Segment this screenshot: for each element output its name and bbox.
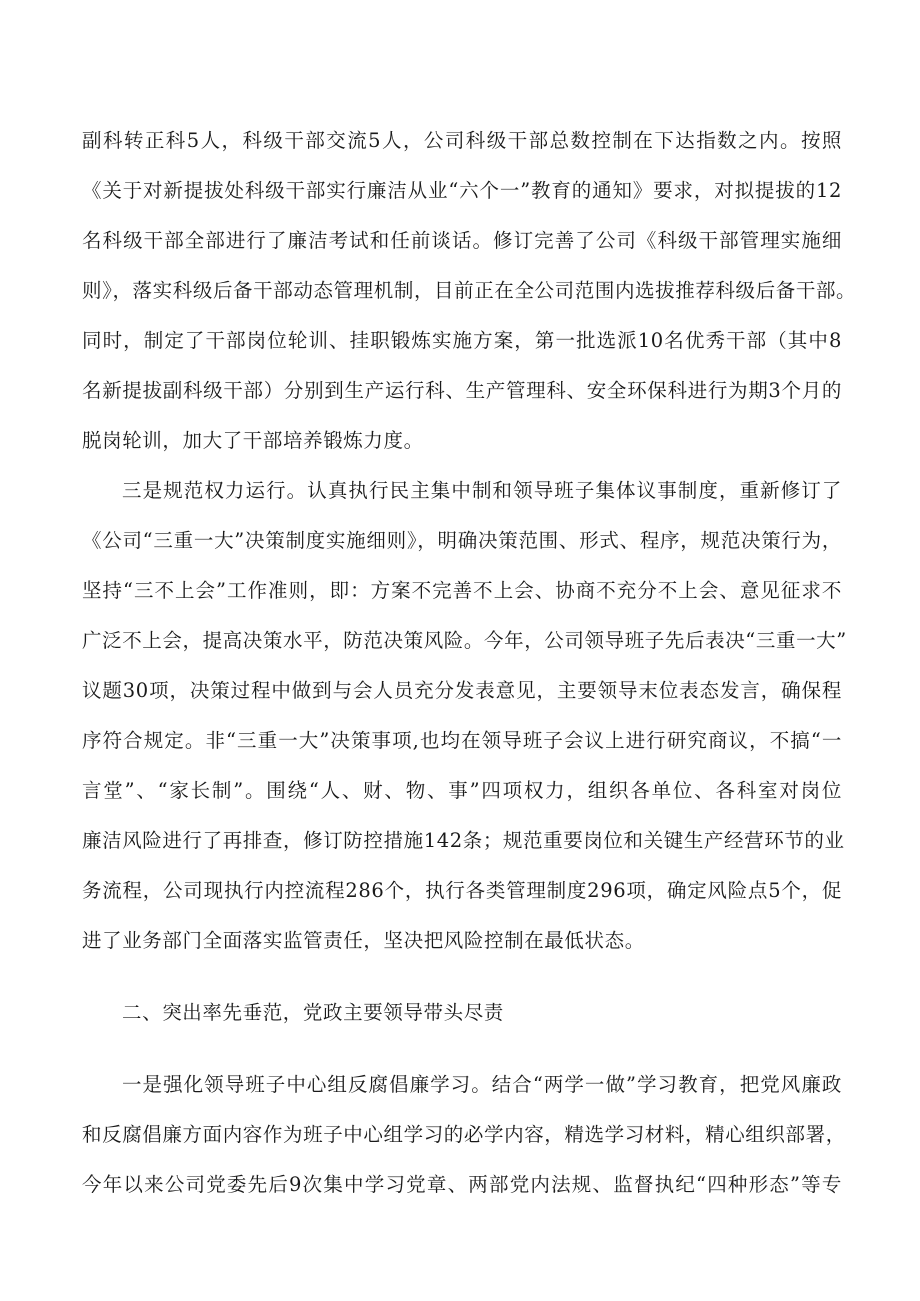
paragraph-1-line-2: 《关于对新提拔处科级干部实行廉洁从业“六个一”教育的通知》要求，对拟提拔的12 <box>82 179 842 202</box>
paragraph-1-line-4: 则》，落实科级后备干部动态管理机制，目前正在全公司范围内选拔推荐科级后备干部。 <box>82 279 857 302</box>
paragraph-2-line-1: 三是规范权力运行。认真执行民主集中制和领导班子集体议事制度，重新修订了 <box>122 479 842 502</box>
paragraph-1-line-1: 副科转正科5人，科级干部交流5人，公司科级干部总数控制在下达指数之内。按照 <box>82 129 842 152</box>
paragraph-1-line-3: 名科级干部全部进行了廉洁考试和任前谈话。修订完善了公司《科级干部管理实施细 <box>82 229 842 252</box>
paragraph-1-line-6: 名新提拔副科级干部）分别到生产运行科、生产管理科、安全环保科进行为期3个月的 <box>82 379 842 402</box>
paragraph-2-line-7: 言堂”、“家长制”。围绕“人、财、物、事”四项权力，组织各单位、各科室对岗位 <box>82 779 842 802</box>
paragraph-2-line-3: 坚持“三不上会”工作准则，即：方案不完善不上会、协商不充分不上会、意见征求不 <box>82 579 842 602</box>
paragraph-3-line-1: 一是强化领导班子中心组反腐倡廉学习。结合“两学一做”学习教育，把党风廉政 <box>122 1073 842 1096</box>
paragraph-3-line-3: 今年以来公司党委先后9次集中学习党章、两部党内法规、监督执纪“四种形态”等专 <box>82 1173 842 1196</box>
paragraph-2-line-9: 务流程，公司现执行内控流程286个，执行各类管理制度296项，确定风险点5个，促 <box>82 879 842 902</box>
paragraph-2-line-10: 进了业务部门全面落实监管责任，坚决把风险控制在最低状态。 <box>82 929 645 952</box>
paragraph-2-line-4: 广泛不上会，提高决策水平，防范决策风险。今年，公司领导班子先后表决“三重一大” <box>82 629 847 652</box>
section-heading: 二、突出率先垂范，党政主要领导带头尽责 <box>122 1001 504 1024</box>
paragraph-2-line-5: 议题30项，决策过程中做到与会人员充分发表意见，主要领导末位表态发言，确保程 <box>82 679 842 702</box>
paragraph-3-line-2: 和反腐倡廉方面内容作为班子中心组学习的必学内容，精选学习材料，精心组织部署， <box>82 1123 846 1146</box>
paragraph-1-line-7: 脱岗轮训，加大了干部培养锻炼力度。 <box>82 429 424 452</box>
paragraph-1-line-5: 同时，制定了干部岗位轮训、挂职锻炼实施方案，第一批选派10名优秀干部（其中8 <box>82 329 842 352</box>
paragraph-2-line-8: 廉洁风险进行了再排查，修订防控措施142条；规范重要岗位和关键生产经营环节的业 <box>82 829 845 852</box>
paragraph-2-line-6: 序符合规定。非“三重一大”决策事项,也均在领导班子会议上进行研究商议，不搞“一 <box>82 729 842 752</box>
paragraph-2-line-2: 《公司“三重一大”决策制度实施细则》，明确决策范围、形式、程序，规范决策行为， <box>82 529 842 552</box>
